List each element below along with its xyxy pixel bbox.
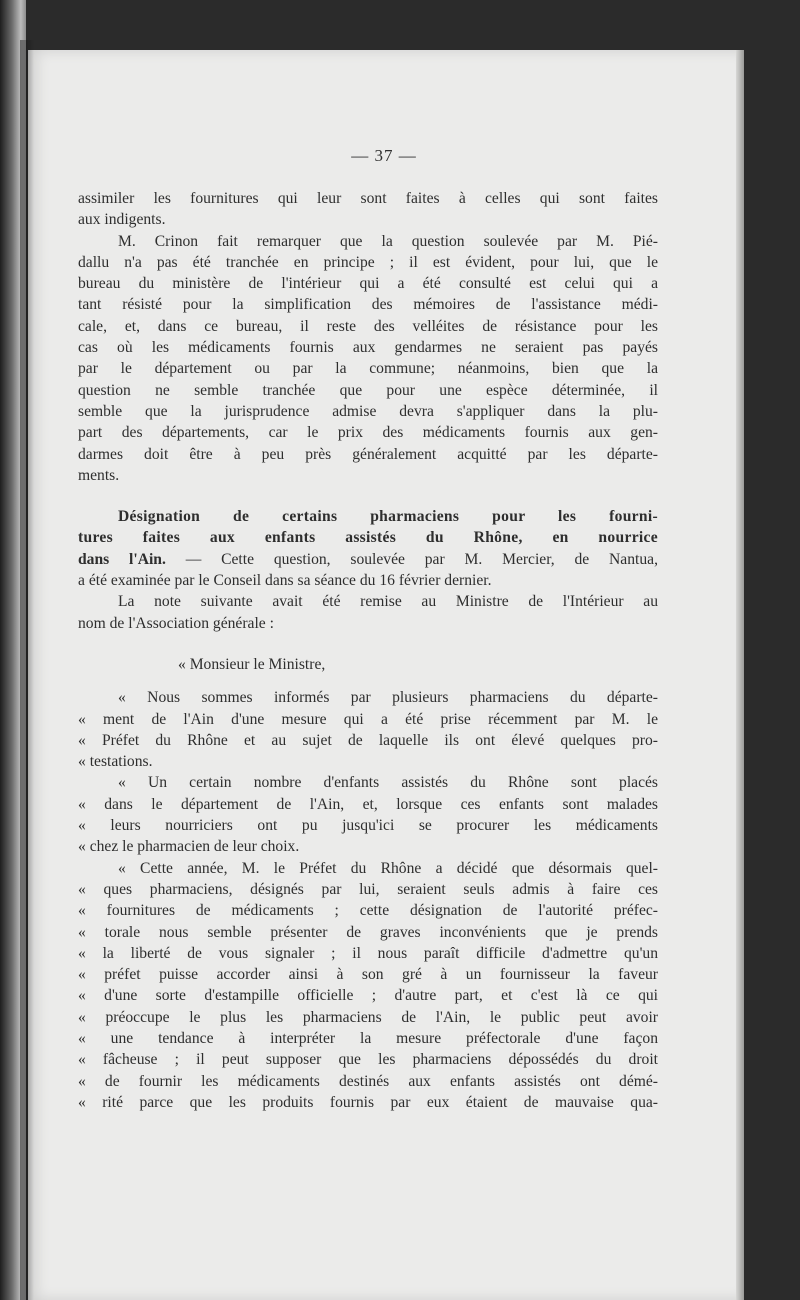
page-right-edge <box>736 50 744 1300</box>
text-line: cale, et, dans ce bureau, il reste des velléites de résistance pour les <box>78 317 658 335</box>
text-line: ments. <box>78 466 120 484</box>
text-line: « rité parce que les produits fournis par eux étaient de mauvaise qua- <box>78 1093 658 1111</box>
book-page <box>28 50 740 1300</box>
text-line: nom de l'Association générale : <box>78 614 274 632</box>
text-line: question ne semble tranchée que pour une espèce déterminée, il <box>78 381 658 399</box>
text-line: dallu n'a pas été tranchée en principe ; il est évident, pour lui, que le <box>78 253 658 271</box>
text-line: « préoccupe le plus les pharmaciens de l'Ain, le public peut avoir <box>78 1008 658 1026</box>
text-line: assimiler les fournitures qui leur sont faites à celles qui sont faites <box>78 190 658 207</box>
text-line: « Un certain nombre d'enfants assistés du Rhône sont placés <box>118 774 658 792</box>
paragraph-continuation <box>78 188 658 231</box>
text-line: « testations. <box>78 753 153 771</box>
spine-shadow <box>20 40 34 1300</box>
text-line: « ques pharmaciens, désignés par lui, seraient seuls admis à faire ces <box>78 880 658 898</box>
page-body <box>78 188 658 1113</box>
text-line: darmes doit être à peu près généralement acquitté par les départe- <box>78 445 658 463</box>
text-line: « ment de l'Ain d'une mesure qui a été prise récemment par M. le <box>78 710 658 728</box>
section-heading: dans l'Ain. <box>78 550 166 568</box>
text-line: « Préfet du Rhône et au sujet de laquelle ils ont élevé quelques pro- <box>78 731 658 749</box>
text-line: a été examinée par le Conseil dans sa séance du 16 février dernier. <box>78 572 492 590</box>
text-line: La note suivante avait été remise au Ministre de l'Intérieur au <box>118 593 658 611</box>
text-line: « Cette année, M. le Préfet du Rhône a décidé que désormais quel- <box>118 859 658 877</box>
text-line: aux indigents. <box>78 211 166 229</box>
quoted-letter <box>78 654 658 1113</box>
text-line: par le département ou par la commune; néanmoins, bien que la <box>78 360 658 378</box>
section-intro: — Cette question, soulevée par M. Mercier, de Nantua, <box>185 550 658 568</box>
text-line: bureau du ministère de l'intérieur qui a été consulté est celui qui a <box>78 275 658 293</box>
text-line: part des départements, car le prix des médicaments fournis aux gen- <box>78 424 658 442</box>
section-designation-pharmaciens <box>78 506 658 634</box>
text-line: « fâcheuse ; il peut supposer que les pharmaciens dépossédés du droit <box>78 1051 658 1069</box>
paragraph-crinon <box>78 231 658 487</box>
page-number: — 37 — <box>351 146 417 165</box>
text-line: semble que la jurisprudence admise devra s'appliquer dans la plu- <box>78 402 658 420</box>
text-line: « Nous sommes informés par plusieurs pharmaciens du départe- <box>118 689 658 707</box>
text-line: « de fournir les médicaments destinés aux enfants assistés ont démé- <box>78 1072 658 1090</box>
text-line: « leurs nourriciers ont pu jusqu'ici se procurer les médicaments <box>78 817 658 835</box>
letter-salutation: « Monsieur le Ministre, <box>178 655 326 673</box>
text-line: « une tendance à interpréter la mesure préfectorale d'une façon <box>78 1029 658 1047</box>
text-line: « d'une sorte d'estampille officielle ; d'autre part, et c'est là ce qui <box>78 987 658 1005</box>
text-line: « la liberté de vous signaler ; il nous paraît difficile d'admettre qu'un <box>78 944 658 962</box>
section-heading: tures faites aux enfants assistés du Rhône, en nourrice <box>78 529 658 547</box>
text-line: M. Crinon fait remarquer que la question soulevée par M. Pié- <box>118 232 658 250</box>
text-line: tant résisté pour la simplification des mémoires de l'assistance médi- <box>78 296 658 314</box>
text-line: « chez le pharmacien de leur choix. <box>78 838 300 856</box>
text-line: « fournitures de médicaments ; cette désignation de l'autorité préfec- <box>78 902 658 920</box>
text-line: « préfet puisse accorder ainsi à son gré à un fournisseur la faveur <box>78 966 658 984</box>
text-line: « dans le département de l'Ain, et, lorsque ces enfants sont malades <box>78 795 658 813</box>
text-line <box>78 549 658 570</box>
text-line: « torale nous semble présenter de graves inconvénients que je prends <box>78 923 658 941</box>
section-heading: Désignation de certains pharmaciens pour les fourni- <box>118 508 658 526</box>
text-line: cas où les médicaments fournis aux gendarmes ne seraient pas payés <box>78 339 658 357</box>
